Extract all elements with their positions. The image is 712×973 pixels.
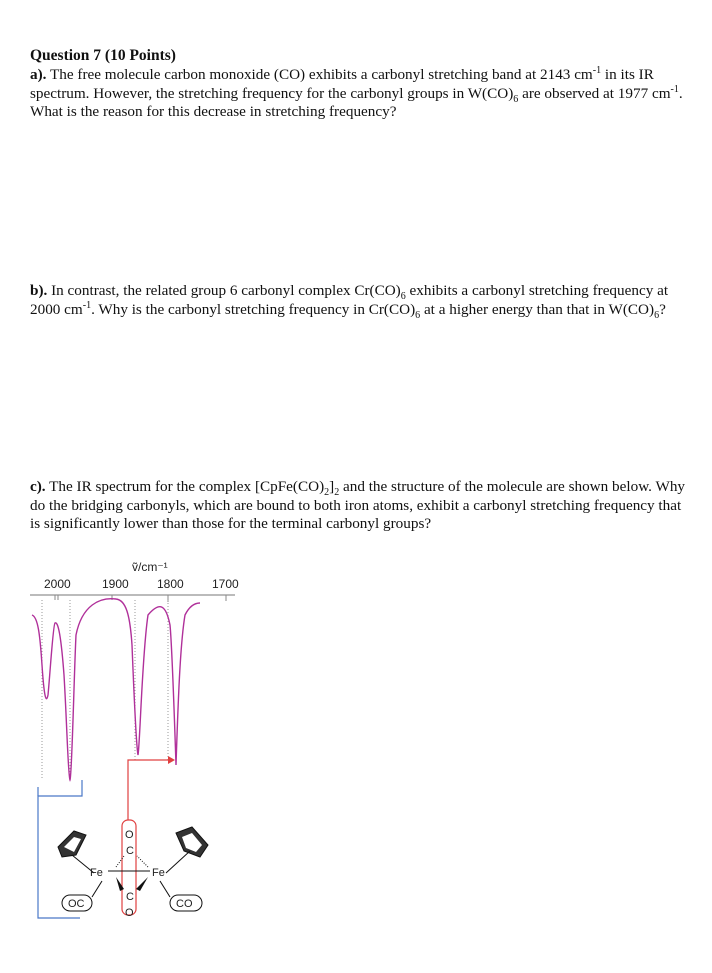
tick-label-1800: 1800 — [157, 577, 184, 591]
part-c-t2: ] — [329, 478, 335, 495]
part-b-sub1: 6 — [400, 291, 406, 303]
co-bond — [160, 881, 170, 897]
part-a-sup1: -1 — [592, 64, 602, 76]
part-b-sub2: 6 — [415, 309, 421, 321]
question-title: Question 7 (10 Points) — [30, 47, 176, 64]
atom-o-bridge-top: O — [125, 829, 134, 841]
cp-ring-right — [166, 827, 208, 873]
ir-spectrum-figure — [20, 555, 260, 925]
cp-ring-left — [58, 831, 94, 873]
part-b-t3: . Why is the carbonyl stretching frequency in Cr(CO) — [91, 300, 416, 318]
part-a-t3: are observed at 1977 cm — [518, 84, 671, 102]
bridge-bond-wedge — [116, 877, 124, 891]
part-a-t2: in its IR spectrum. However, the stretching frequency for the carbonyl groups in W(CO) — [30, 66, 654, 102]
part-a-label: a). — [30, 66, 47, 83]
part-b-label: b). — [30, 282, 48, 299]
tick-label-1700: 1700 — [212, 577, 239, 591]
part-c-t1: The IR spectrum for the complex [CpFe(CO) — [45, 478, 325, 495]
part-a-t4: . What is the reason for this decrease in stretching frequency? — [30, 84, 683, 121]
spectrum-trace — [32, 599, 200, 780]
bridge-bond-wedge — [136, 877, 148, 891]
bridge-bond — [116, 856, 124, 867]
atom-c-bridge-bottom: C — [126, 891, 134, 903]
oc-bond — [92, 881, 102, 897]
part-b-sub3: 6 — [654, 309, 660, 321]
part-b-t5: ? — [659, 300, 666, 318]
part-c-sub1: 2 — [324, 487, 330, 499]
atom-oc-left: OC — [68, 898, 85, 910]
part-c-text — [30, 478, 695, 534]
atom-fe-right: Fe — [152, 867, 165, 879]
atom-c-bridge-top: C — [126, 845, 134, 857]
part-b-t2: exhibits a carbonyl stretching frequency at 2000 cm — [30, 282, 669, 318]
axis-title: ṽ/cm⁻¹ — [132, 560, 168, 574]
bridge-bond — [137, 856, 148, 867]
part-c-t3: and the structure of the molecule are shown below. Why do the bridging carbonyls, which are bound to both iron atoms, exhibit a carbonyl stretching frequency that is significantly lower than those for the terminal carbonyl groups? — [30, 478, 686, 533]
part-b-sup1: -1 — [82, 299, 92, 311]
part-a-sub1: 6 — [513, 93, 519, 105]
tick-label-2000: 2000 — [44, 577, 71, 591]
atom-o-bridge-bottom: O — [125, 907, 134, 919]
part-c-label: c). — [30, 478, 46, 495]
part-a-sup2: -1 — [670, 83, 679, 95]
part-a-t1: The free molecule carbon monoxide (CO) exhibits a carbonyl stretching band at 2143 cm — [46, 66, 593, 83]
bridging-co-link — [128, 760, 168, 820]
part-c-sub2: 2 — [334, 487, 340, 499]
arrowhead — [168, 756, 175, 764]
part-a-text — [30, 66, 695, 122]
part-b-text — [30, 282, 695, 319]
atom-co-right: CO — [176, 898, 193, 910]
part-b-t4: at a higher energy than that in W(CO) — [420, 300, 655, 318]
atom-fe-left: Fe — [90, 867, 103, 879]
tick-label-1900: 1900 — [102, 577, 129, 591]
part-b-t1: In contrast, the related group 6 carbonyl complex Cr(CO) — [47, 282, 401, 299]
